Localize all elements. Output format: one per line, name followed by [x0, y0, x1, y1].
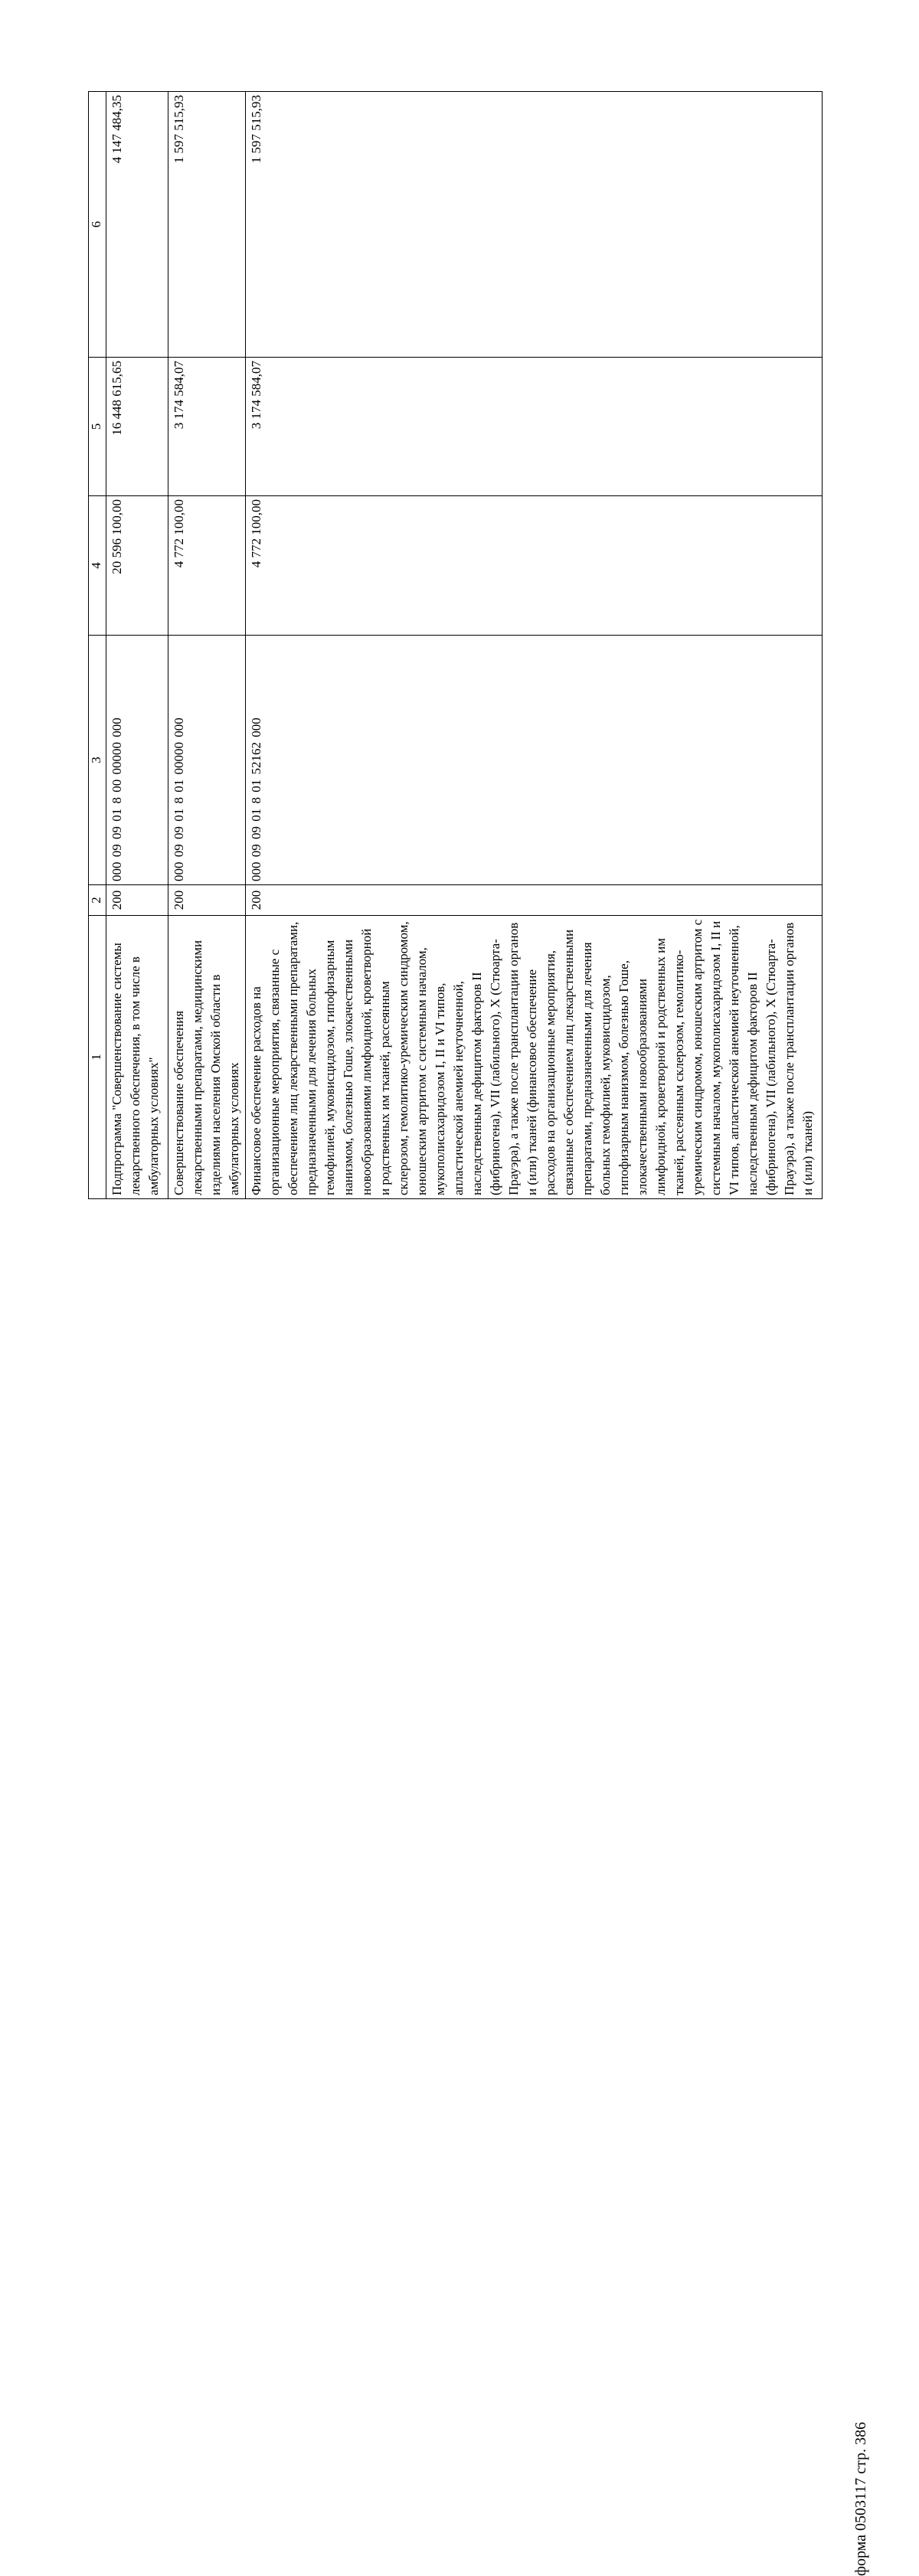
row-unexecuted-amount: 4 147 484,35 [106, 92, 168, 358]
row-executed-amount: 16 448 615,65 [106, 358, 168, 496]
column-header-6: 6 [89, 92, 106, 358]
row-name: Совершенствование обеспечения лекарственными препаратами, медицинскими изделиями населения Омской области в амбулаторных условиях [168, 916, 246, 1199]
table-row [246, 92, 823, 1199]
row-approved-amount: 4 772 100,00 [168, 496, 246, 636]
row-line-code: 200 [246, 885, 823, 916]
row-name: Подпрограмма "Совершенствование системы лекарственного обеспечения, в том числе в амбулаторных условиях" [106, 916, 168, 1199]
row-line-code: 200 [106, 885, 168, 916]
table-row [106, 92, 168, 1199]
column-header-3: 3 [89, 636, 106, 885]
row-unexecuted-amount: 1 597 515,93 [246, 92, 823, 358]
column-header-4: 4 [89, 496, 106, 636]
row-classification-code: 000 09 09 01 8 01 52162 000 [246, 636, 823, 885]
form-page-label: форма 0503117 стр. 386 [852, 2421, 869, 2576]
row-executed-amount: 3 174 584,07 [246, 358, 823, 496]
row-classification-code: 000 09 09 01 8 01 00000 000 [168, 636, 246, 885]
column-header-1: 1 [89, 916, 106, 1199]
column-header-2: 2 [89, 885, 106, 916]
table-row [168, 92, 246, 1199]
row-approved-amount: 4 772 100,00 [246, 496, 823, 636]
row-approved-amount: 20 596 100,00 [106, 496, 168, 636]
row-name: Финансовое обеспечение расходов на организационные мероприятия, связанные с обеспечением лиц лекарственными препаратами, предназначенными для лечения больных гемофилией, муковисцидозом, гипофизарным нанизмом, болезнью Гоше, злокачественными новообразованиями лимфоидной, кроветворной и родственных им тканей, рассеянным склерозом, гемолитико-уремическим синдромом, юношеским артритом с системным началом, мукополисахаридозом I, II и VI типов, апластической анемией неуточненной, наследственным дефицитом факторов II (фибриногена), VII (лабильного), X (Стюарта-Прауэра), а также после трансплантации органов и (или) тканей (финансовое обеспечение расходов на организационные мероприятия, связанные с обеспечением лиц лекарственными препаратами, предназначенными для лечения больных гемофилией, муковисцидозом, гипофизарным нанизмом, болезнью Гоше, злокачественными новообразованиями лимфоидной, кроветворной и родственных им тканей, рассеянным склерозом, гемолитико-уремическим синдромом, юношеским артритом с системным началом, мукополисахаридозом I, II и VI типов, апластической анемией неуточненной, наследственным дефицитом факторов II (фибриногена), VII (лабильного), X (Стюарта-Прауэра), а также после трансплантации органов и (или) тканей) [246, 916, 823, 1199]
column-number-row [89, 92, 106, 1199]
budget-table [88, 91, 823, 1199]
row-line-code: 200 [168, 885, 246, 916]
row-unexecuted-amount: 1 597 515,93 [168, 92, 246, 358]
column-header-5: 5 [89, 358, 106, 496]
row-executed-amount: 3 174 584,07 [168, 358, 246, 496]
row-classification-code: 000 09 09 01 8 00 00000 000 [106, 636, 168, 885]
rotated-page [88, 92, 816, 1199]
